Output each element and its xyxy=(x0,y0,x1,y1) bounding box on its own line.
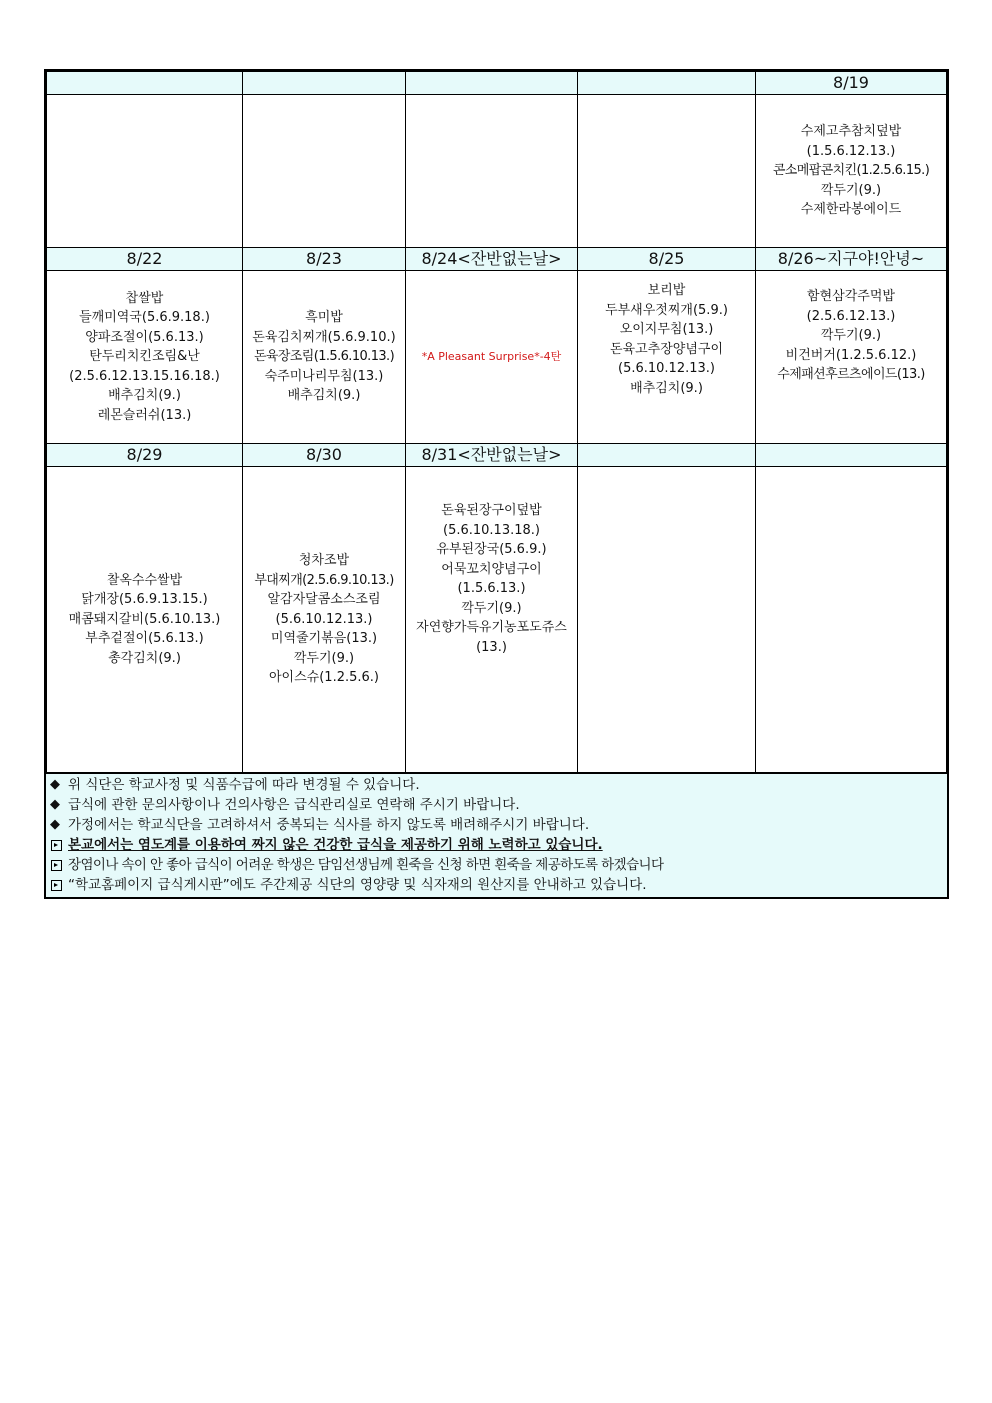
arrow-box-icon xyxy=(51,840,62,851)
notice-item xyxy=(50,775,943,795)
date-cell xyxy=(578,72,756,95)
diamond-bullet-icon: ◆ xyxy=(50,777,60,792)
allergen-codes: (2.5.6.12.13.) xyxy=(806,308,896,324)
menu-item: 부추겉절이(5.6.13.) xyxy=(85,631,204,647)
date-cell: 8/24<잔반없는날> xyxy=(406,248,578,271)
meal-menu-table xyxy=(46,71,947,773)
menu-item: 콘소메팝콘치킨(1.2.5.6.15.) xyxy=(772,163,930,179)
arrow-box-icon xyxy=(51,860,62,871)
week2-date-row xyxy=(47,248,947,271)
menu-item: 숙주미나리무침(13.) xyxy=(264,368,384,384)
menu-item: 돈육고추장양념구이 xyxy=(609,341,724,357)
menu-item: 수제한라봉에이드 xyxy=(800,202,902,218)
meal-menu-sheet xyxy=(44,69,949,899)
notice-text: 가정에서는 학교식단을 고려하셔서 중복되는 식사를 하지 않도록 배려해주시기 바랍니다. xyxy=(68,817,590,833)
menu-item: 미역줄기볶음(13.) xyxy=(270,631,378,647)
menu-item: 두부새우젓찌개(5.9.) xyxy=(605,302,728,318)
notice-text: 급식에 관한 문의사항이나 건의사항은 급식관리실로 연락해 주시기 바랍니다. xyxy=(68,797,520,813)
week1-meal-row xyxy=(47,95,947,248)
allergen-codes: (5.6.10.12.13.) xyxy=(618,361,715,376)
week1-date-row xyxy=(47,72,947,95)
meal-cell xyxy=(578,271,756,444)
date-cell: 8/31<잔반없는날> xyxy=(406,444,578,467)
diamond-bullet-icon: ◆ xyxy=(50,797,60,812)
notice-item xyxy=(50,795,943,815)
menu-item: 부대찌개(2.5.6.9.10.13.) xyxy=(254,572,394,588)
meal-cell xyxy=(47,467,243,773)
meal-cell xyxy=(243,271,406,444)
diamond-bullet-icon: ◆ xyxy=(50,817,60,832)
menu-item: 수제고추참치덮밥 xyxy=(800,124,902,140)
menu-item: 수제패션후르츠에이드(13.) xyxy=(777,367,925,382)
menu-item: 아이스슈(1.2.5.6.) xyxy=(269,670,379,686)
menu-item: 비건버거(1.2.5.6.12.) xyxy=(785,347,917,363)
notice-text: 위 식단은 학교사정 및 식품수급에 따라 변경될 수 있습니다. xyxy=(68,777,420,793)
meal-cell xyxy=(406,271,578,444)
date-cell: 8/26~지구야!안녕~ xyxy=(756,248,947,271)
notice-text: “학교홈페이지 급식게시판”에도 주간제공 식단의 영양량 및 식자재의 원산지를 안내하고 있습니다. xyxy=(68,877,647,893)
date-cell: 8/25 xyxy=(578,248,756,271)
menu-item: 총각김치(9.) xyxy=(108,650,181,666)
menu-item: 함현삼각주먹밥 xyxy=(807,289,895,304)
menu-item: 돈육장조림(1.5.6.10.13.) xyxy=(253,349,395,365)
menu-item: 레몬슬러쉬(13.) xyxy=(97,407,192,423)
menu-item: 흑미밥 xyxy=(305,310,343,326)
menu-item: 닭개장(5.6.9.13.15.) xyxy=(81,592,208,608)
menu-item: 배추김치(9.) xyxy=(630,380,703,396)
notice-section xyxy=(46,773,947,897)
meal-cell xyxy=(406,95,578,248)
meal-cell xyxy=(406,467,578,773)
menu-item: 자연향가득유기농포도쥬스(13.) xyxy=(416,620,567,655)
allergen-codes: (1.5.6.13.) xyxy=(457,581,526,596)
date-cell xyxy=(406,72,578,95)
meal-cell xyxy=(756,271,947,444)
menu-item: 보리밥 xyxy=(647,283,686,298)
allergen-codes: (2.5.6.12.13.15.16.18.) xyxy=(69,368,220,384)
date-cell: 8/29 xyxy=(47,444,243,467)
notice-item xyxy=(50,875,943,895)
date-cell: 8/23 xyxy=(243,248,406,271)
menu-item: 오이지무침(13.) xyxy=(619,322,714,337)
menu-item: 깍두기(9.) xyxy=(293,650,355,666)
date-cell: 8/30 xyxy=(243,444,406,467)
menu-item: 유부된장국(5.6.9.) xyxy=(436,542,547,557)
week3-date-row xyxy=(47,444,947,467)
menu-item: 돈육김치찌개(5.6.9.10.) xyxy=(252,329,396,345)
menu-item: 양파조절이(5.6.13.) xyxy=(85,329,204,345)
menu-item: 깍두기(9.) xyxy=(461,600,522,616)
menu-item: 깍두기(9.) xyxy=(820,182,882,198)
meal-cell xyxy=(47,271,243,444)
menu-item: 들깨미역국(5.6.9.18.) xyxy=(79,310,210,326)
notice-item xyxy=(50,855,943,875)
notice-text: 본교에서는 염도계를 이용하여 짜지 않은 건강한 급식을 제공하기 위해 노력하고 있습니다. xyxy=(68,837,603,853)
meal-cell xyxy=(578,95,756,248)
menu-item: 찹쌀밥 xyxy=(125,290,164,306)
date-cell xyxy=(243,72,406,95)
allergen-codes: (1.5.6.12.13.) xyxy=(806,143,896,159)
meal-cell xyxy=(243,467,406,773)
meal-cell xyxy=(47,95,243,248)
menu-item: 알감자달콤소스조림 xyxy=(267,592,381,608)
date-cell: 8/22 xyxy=(47,248,243,271)
menu-item: 돈육된장구이덮밥 xyxy=(441,503,542,518)
notice-item xyxy=(50,835,943,855)
menu-item: 찰옥수수쌀밥 xyxy=(106,572,183,588)
menu-item: 청차조밥 xyxy=(298,553,350,569)
menu-item: 어묵꼬치양념구이 xyxy=(441,561,542,577)
meal-cell xyxy=(756,95,947,248)
notice-item xyxy=(50,815,943,835)
arrow-box-icon xyxy=(51,880,62,891)
week2-meal-row xyxy=(47,271,947,444)
date-cell xyxy=(578,444,756,467)
week3-meal-row xyxy=(47,467,947,773)
menu-item: 깍두기(9.) xyxy=(820,328,882,343)
menu-item: 배추김치(9.) xyxy=(287,388,361,404)
date-cell: 8/19 xyxy=(756,72,947,95)
meal-cell xyxy=(243,95,406,248)
allergen-codes: (5.6.10.12.13.) xyxy=(275,611,373,627)
menu-item: 매콤돼지갈비(5.6.10.13.) xyxy=(68,611,221,627)
special-event-text: *A Pleasant Surprise*-4탄 xyxy=(421,350,562,364)
date-cell xyxy=(47,72,243,95)
menu-item: 배추김치(9.) xyxy=(108,388,181,404)
allergen-codes: (5.6.10.13.18.) xyxy=(443,522,540,538)
meal-cell xyxy=(578,467,756,773)
meal-cell xyxy=(756,467,947,773)
menu-item: 탄두리치킨조림&난 xyxy=(89,349,200,365)
notice-text: 장염이나 속이 안 좋아 급식이 어려운 학생은 담임선생님께 흰죽을 신청 하면 흰죽을 제공하도록 하겠습니다 xyxy=(68,857,664,873)
date-cell xyxy=(756,444,947,467)
